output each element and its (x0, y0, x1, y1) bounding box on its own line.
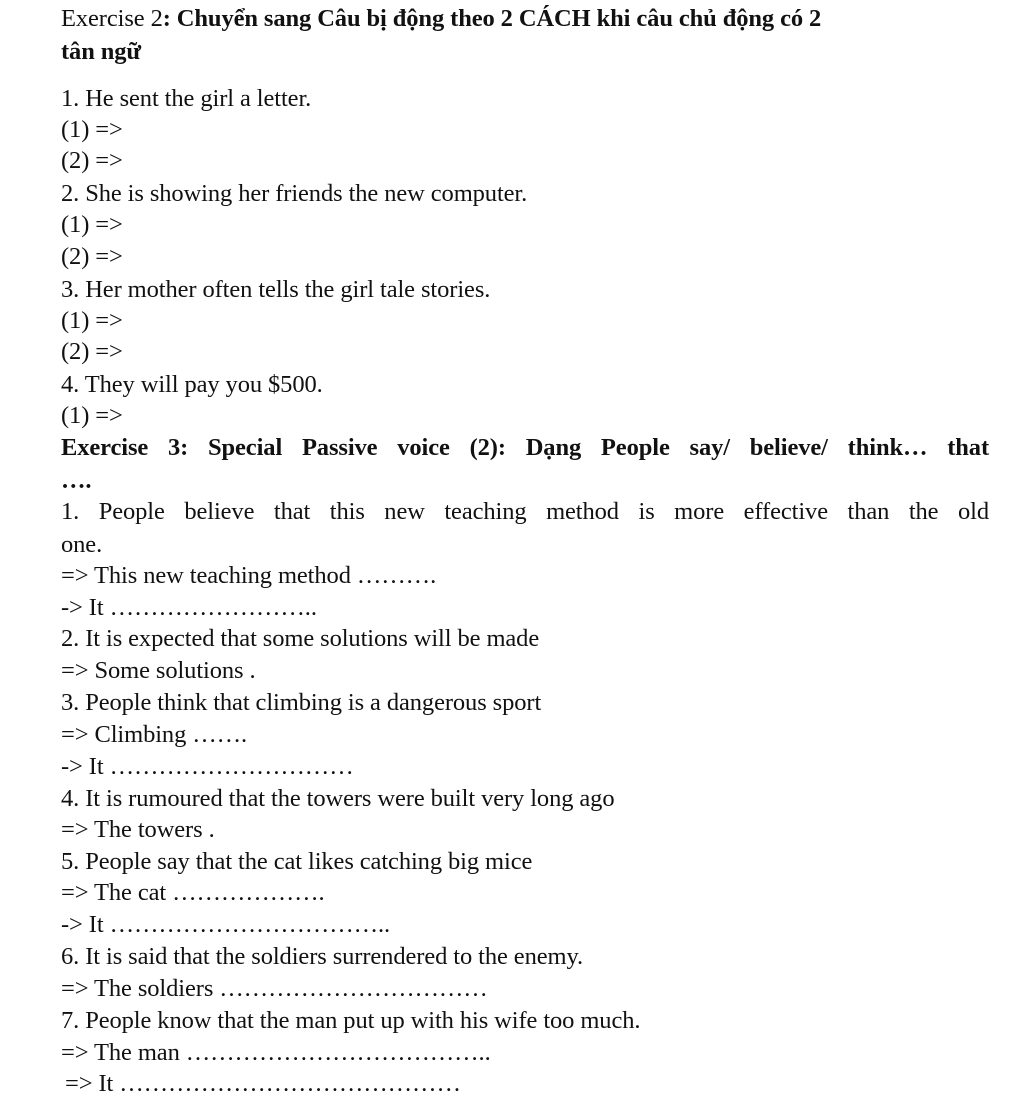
exercise2-title-line2: tân ngữ (61, 38, 142, 65)
ex3-item2-sentence: 2. It is expected that some solutions will be made (61, 625, 540, 652)
exercise2-title-bold: : Chuyển sang Câu bị động theo 2 CÁCH khi câu chủ động có 2 (162, 5, 822, 32)
exercise3-title-line2: …. (61, 467, 92, 494)
exercise3-title: Exercise 3: Special Passive voice (2): Dạng People say/ believe/ think… that (61, 434, 989, 461)
ex3-item5-answer2: -> It …………………………….. (61, 911, 391, 938)
ex2-item1-answer2: (2) => (61, 147, 123, 174)
ex2-item4-sentence: 4. They will pay you $500. (61, 371, 323, 398)
ex3-item1-sentence: 1. People believe that this new teaching method is more effective than the old (61, 498, 989, 525)
ex3-item1-sentence-cont: one. (61, 531, 103, 558)
ex2-item3-answer1: (1) => (61, 307, 123, 334)
ex3-item1-answer1: => This new teaching method ………. (61, 562, 437, 589)
ex3-item6-sentence: 6. It is said that the soldiers surrendered to the enemy. (61, 943, 584, 970)
ex3-item3-sentence: 3. People think that climbing is a dangerous sport (61, 689, 542, 716)
ex3-item3-answer2: -> It ………………………… (61, 753, 354, 780)
ex3-item7-answer1: => The man ……………………………….. (61, 1039, 491, 1066)
ex2-item1-answer1: (1) => (61, 116, 123, 143)
ex2-item3-answer2: (2) => (61, 338, 123, 365)
ex3-item2-answer1: => Some solutions . (61, 657, 256, 684)
ex3-item1-answer2: -> It …………………….. (61, 594, 317, 621)
ex2-item2-answer1: (1) => (61, 211, 123, 238)
exercise2-title (61, 4, 821, 34)
ex3-item5-answer1: => The cat ………………. (61, 879, 325, 906)
ex2-item3-sentence: 3. Her mother often tells the girl tale stories. (61, 276, 491, 303)
ex3-item6-answer1: => The soldiers …………………………… (61, 975, 488, 1002)
ex2-item4-answer1: (1) => (61, 402, 123, 429)
ex3-item3-answer1: => Climbing ……. (61, 721, 248, 748)
ex3-item4-sentence: 4. It is rumoured that the towers were built very long ago (61, 785, 615, 812)
ex2-item1-sentence: 1. He sent the girl a letter. (61, 85, 312, 112)
ex2-item2-sentence: 2. She is showing her friends the new computer. (61, 180, 528, 207)
ex3-item7-sentence: 7. People know that the man put up with his wife too much. (61, 1007, 641, 1034)
ex3-item5-sentence: 5. People say that the cat likes catching big mice (61, 848, 533, 875)
ex3-item4-answer1: => The towers . (61, 816, 215, 843)
exercise2-title-prefix: Exercise 2 (61, 5, 163, 32)
ex3-item7-answer2: => It …………………………………… (65, 1070, 461, 1097)
ex2-item2-answer2: (2) => (61, 243, 123, 270)
